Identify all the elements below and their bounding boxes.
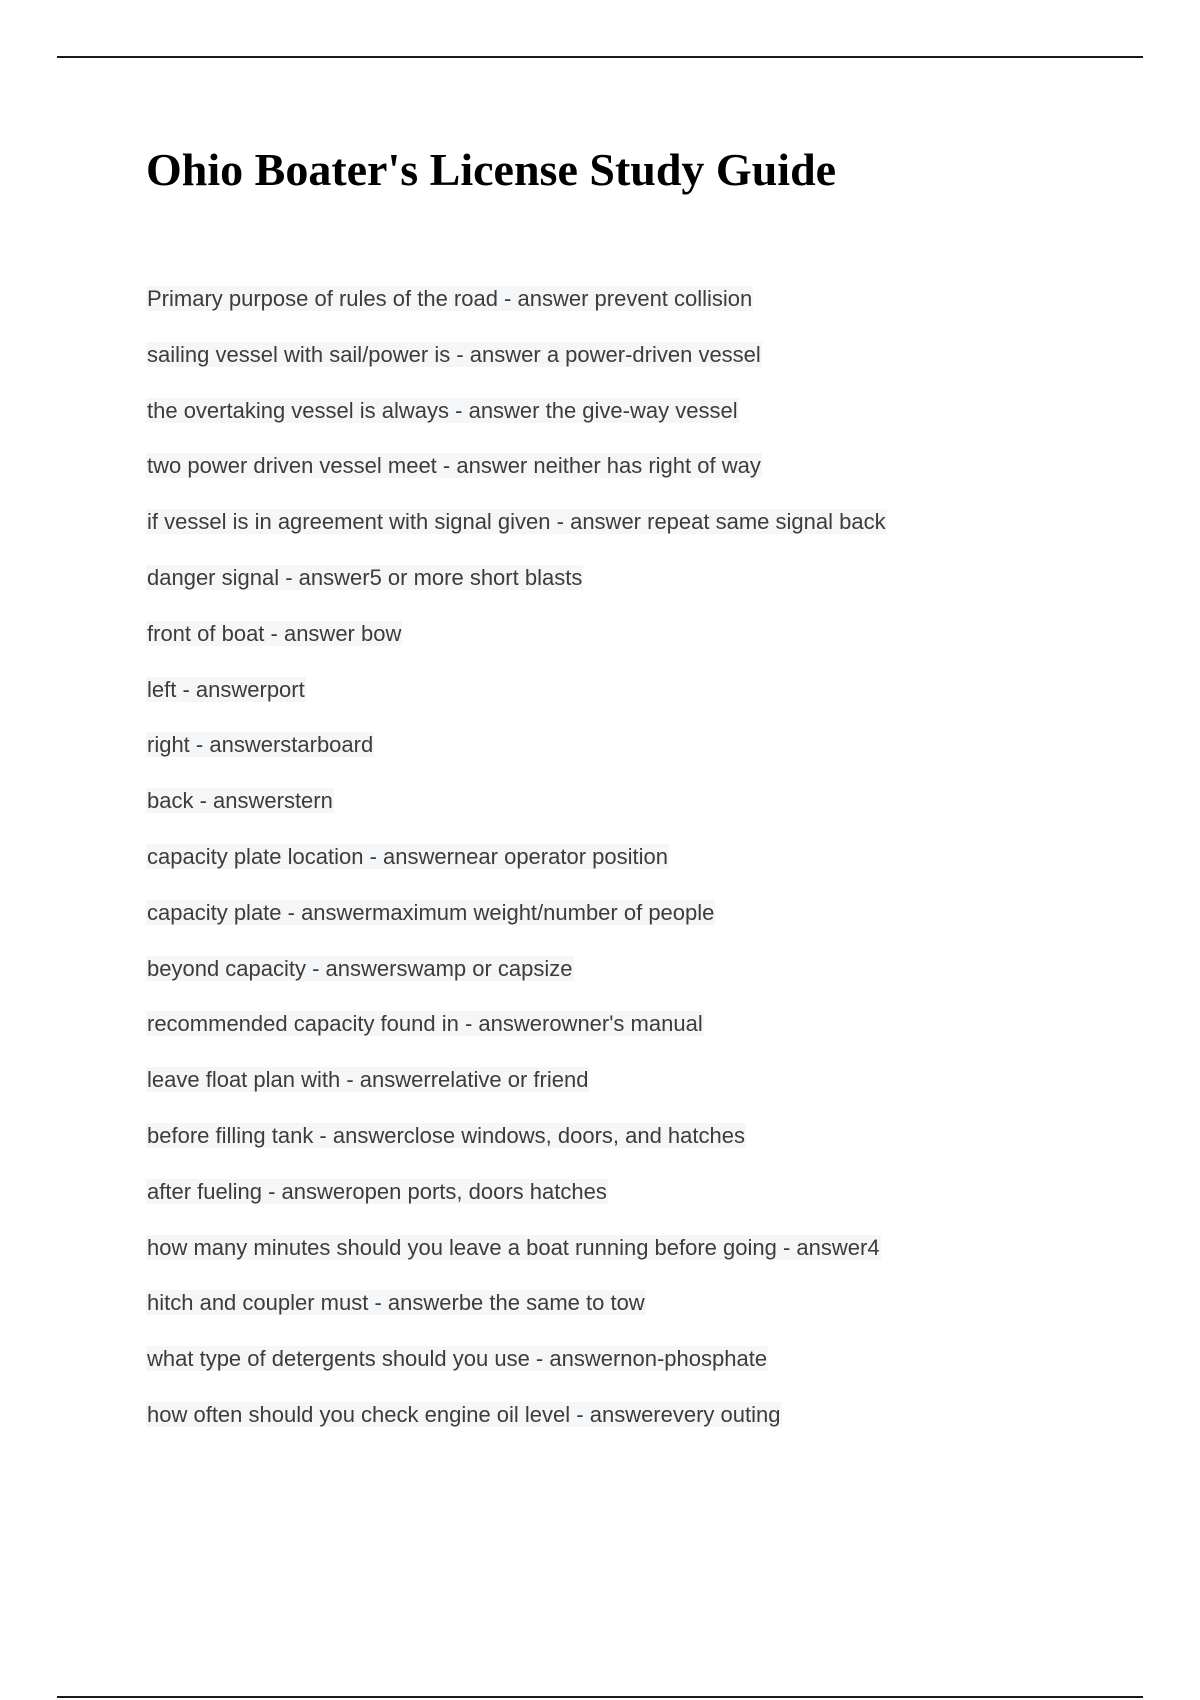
qa-item [146,784,1146,840]
bottom-rule [57,1696,1143,1698]
qa-text: how often should you check engine oil level - answerevery outing [147,1401,781,1427]
qa-text: if vessel is in agreement with signal given - answer repeat same signal back [147,509,886,535]
qa-text: back - answerstern [147,788,333,814]
qa-text: front of boat - answer bow [147,620,402,646]
qa-item [146,1286,1146,1342]
qa-item [146,505,1146,561]
qa-text: recommended capacity found in - answerowner's manual [147,1011,703,1037]
qa-item [146,1007,1146,1063]
qa-text: danger signal - answer5 or more short blasts [147,564,583,590]
qa-text: after fueling - answeropen ports, doors hatches [147,1178,607,1204]
qa-text: capacity plate location - answernear operator position [147,843,668,869]
qa-list [146,282,1146,1454]
qa-text: capacity plate - answermaximum weight/number of people [147,899,715,925]
qa-item [146,1119,1146,1175]
qa-item [146,1342,1146,1398]
qa-item [146,1398,1146,1454]
qa-text: right - answerstarboard [147,732,374,758]
qa-item [146,617,1146,673]
qa-item [146,449,1146,505]
qa-item [146,1231,1146,1287]
qa-item [146,728,1146,784]
qa-item [146,282,1146,338]
qa-text: the overtaking vessel is always - answer the give-way vessel [147,397,738,423]
qa-text: left - answerport [147,676,305,702]
qa-text: beyond capacity - answerswamp or capsize [147,955,573,981]
qa-text: before filling tank - answerclose windows, doors, and hatches [147,1122,745,1148]
qa-item [146,1175,1146,1231]
document-title: Ohio Boater's License Study Guide [146,144,837,195]
qa-item [146,952,1146,1008]
qa-item [146,840,1146,896]
qa-text: two power driven vessel meet - answer neither has right of way [147,453,761,479]
top-rule [57,56,1143,58]
qa-item [146,561,1146,617]
qa-item [146,896,1146,952]
qa-text: hitch and coupler must - answerbe the same to tow [147,1290,645,1316]
qa-text: sailing vessel with sail/power is - answer a power-driven vessel [147,341,761,367]
qa-text: what type of detergents should you use - answernon-phosphate [147,1346,768,1372]
qa-text: Primary purpose of rules of the road - answer prevent collision [147,286,753,311]
qa-text: how many minutes should you leave a boat running before going - answer4 [147,1234,880,1260]
qa-item [146,338,1146,394]
qa-item [146,1063,1146,1119]
qa-item [146,673,1146,729]
qa-item [146,394,1146,450]
qa-text: leave float plan with - answerrelative or friend [147,1067,589,1093]
